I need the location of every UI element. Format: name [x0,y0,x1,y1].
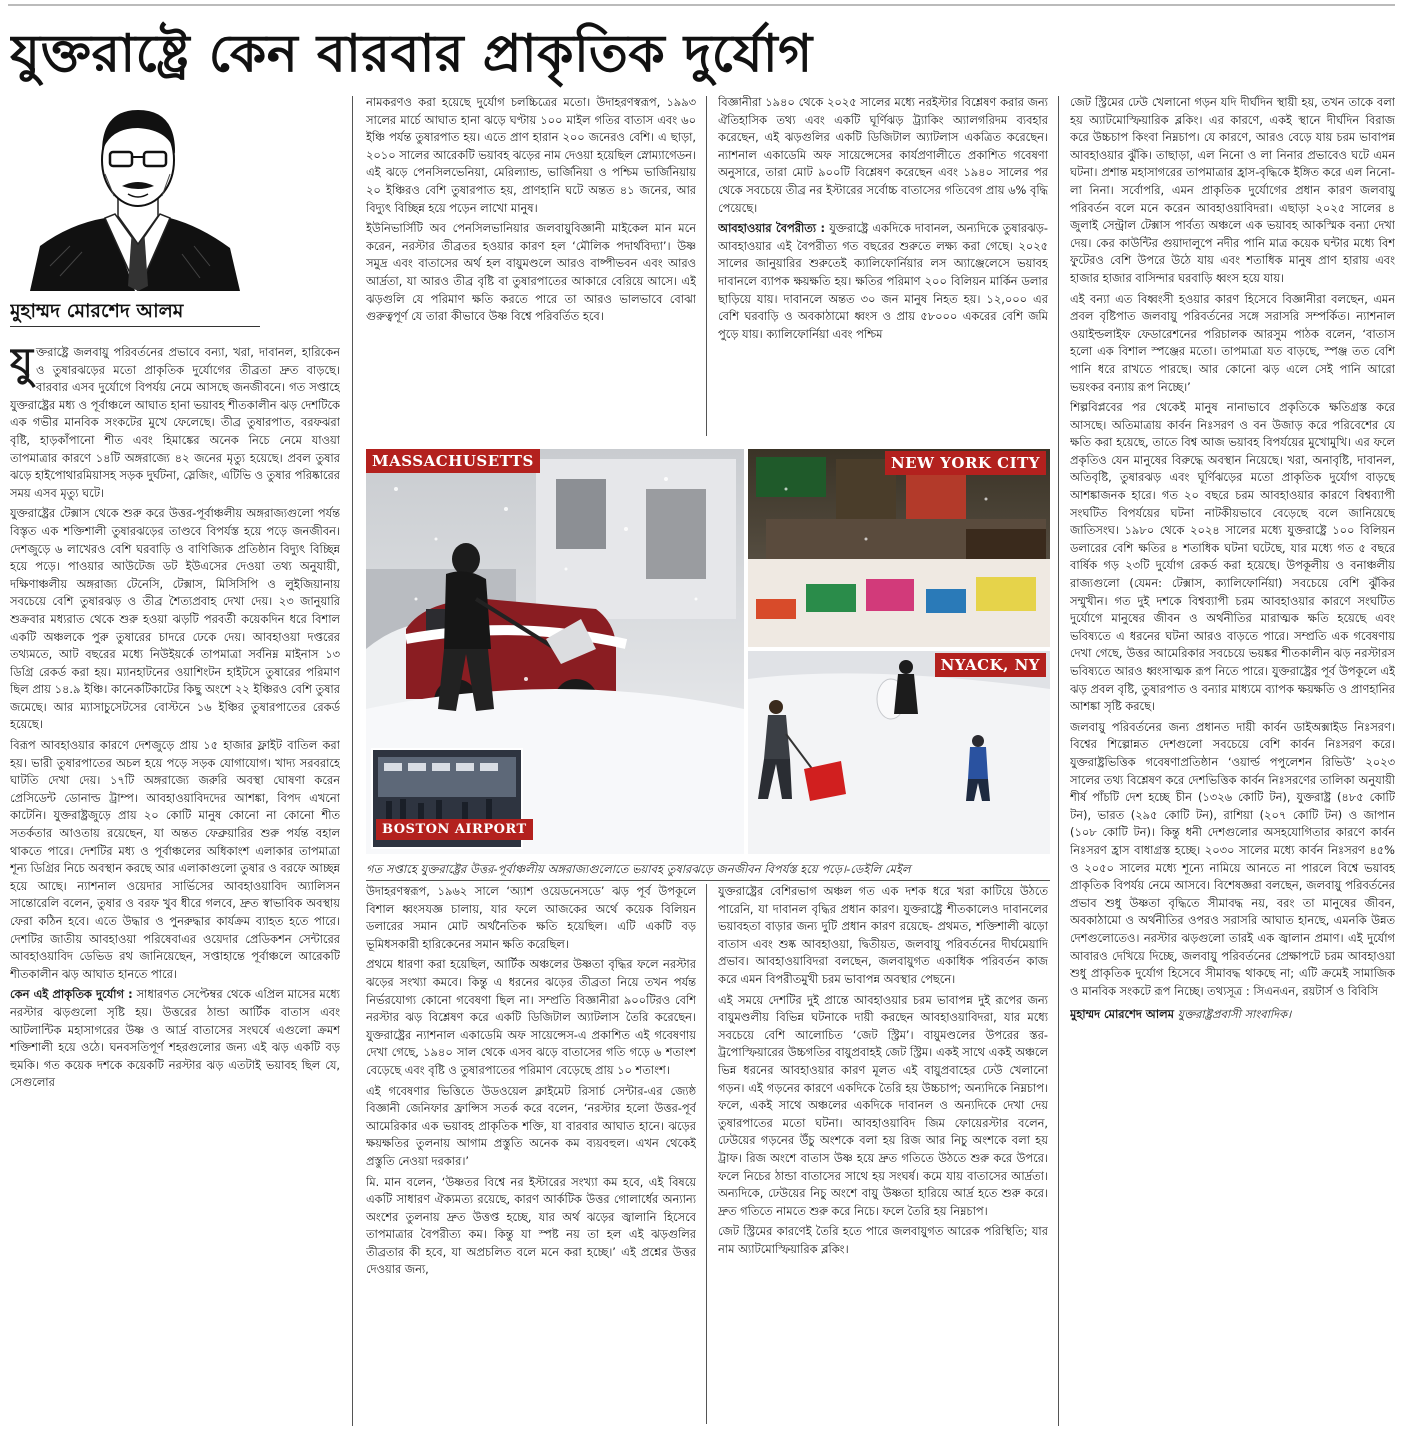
subheading: আবহাওয়ার বৈপরীত্য : [718,221,826,236]
signoff-name: মুহাম্মদ মোরশেদ আলম [1070,1007,1174,1022]
column-3-top [718,94,1048,440]
paragraph: যুক্তরাষ্ট্রের টেক্সাস থেকে শুরু করে উত্তর-পূর্বাঞ্চলীয় অঙ্গরাজ্যগুলো পর্যন্ত বিস্তৃত এক শক্তিশালী তুষারঝড়ের তাণ্ডবে বিপর্যস্ত হয়ে পড়ে জনজীবন। দেশজুড়ে ৬ লাখেরও বেশি ঘরবাড়ি ও বাণিজ্যিক প্রতিষ্ঠান বিদ্যুৎ বিচ্ছিন্ন হয়ে পড়ে। পাওয়ার আউটেজ ডট ইউএসের দেওয়া তথ্য অনুযায়ী, দক্ষিণাঞ্চলীয় অঙ্গরাজ্য টেনেসি, টেক্সাস, মিসিসিপি ও লুইজিয়ানায় সবচেয়ে বেশি তুষারঝড় ও তীব্র শৈত্যপ্রবাহ দেখা দেয়। ২৩ জানুয়ারি শুক্রবার মধ্যরাত থেকে শুরু হওয়া ঝড়টি পরবর্তী কয়েকদিন ধরে বিশাল একটি অঞ্চলকে পুরু তুষারের চাদরে ঢেকে দেয়। আবহাওয়া দপ্তরের তথ্যমতে, আট বছরের মধ্যে নিউইয়র্কে তাপমাত্রা সর্বনিম্ন মাইনাস ১৩ ডিগ্রি রেকর্ড করা হয়। ম্যানহাটনের ওয়াশিংটন হাইটসে তুষারের পরিমাণ ছিল প্রায় ১৪.৯ ইঞ্চি। কানেকটিকাটের কিছু অংশে ২২ ইঞ্চিরও বেশি তুষার জমেছে। আর ম্যাসাচুসেটসের বোস্টনে ১৬ ইঞ্চির তুষারপাতের রেকর্ড হয়েছে। [10,506,340,732]
photo-caption: গত সপ্তাহে যুক্তরাষ্ট্রের উত্তর-পূর্বাঞ্চলীয় অঙ্গরাজ্যগুলোতে ভয়াবহ তুষারঝড়ে জনজীবন বিপর্যস্ত হয়ে পড়ে।-ডেইলি মেইল [366,862,911,876]
label-new-york-city: NEW YORK CITY [885,451,1046,475]
column-2-bottom [366,883,696,1428]
column-divider [352,96,353,1426]
paragraph: ইউনিভার্সিটি অব পেনসিলভানিয়ার জলবায়ুবিজ্ঞানী মাইকেল মান মনে করেন, নরস্টার তীব্রতর হওয়ার কারণ হল ‘মৌলিক পদার্থবিদ্যা’। উষ্ণ সমুদ্র এবং বাতাসের অর্থ হল বায়ুমণ্ডলে আরও বাষ্পীভবন এবং আরও আর্দ্রতা, যা আরও তীব্র বৃষ্টি বা তুষারপাতের আকারে বেরিয়ে আসে। এই ঝড়গুলি যে পরিমাণ ক্ষতি করতে পারে তা আরও ভালভাবে বোঝা গুরুত্বপূর্ণ যে তারা কীভাবে উষ্ণ বিশ্বে পরিবর্তিত হবে। [366,221,696,324]
paragraph: জলবায়ু পরিবর্তনের জন্য প্রধানত দায়ী কার্বন ডাইঅক্সাইড নিঃসরণ। বিশ্বের শিল্পোন্নত দেশগুলো সবচেয়ে বেশি কার্বন নিঃসরণ করে। যুক্তরাষ্ট্রভিত্তিক গবেষণাপ্রতিষ্ঠান ‘ওয়ার্ল্ড পপুলেশন রিভিউ’ ২০২৩ সালের তথ্য বিশ্লেষণ করে দেশভিত্তিক কার্বন নিঃসরণের তালিকা অনুযায়ী শীর্ষ পাঁচটি দেশ হচ্ছে চীন (১৩২৬ কোটি টন), যুক্তরাষ্ট্র (৪৮৫ কোটি টন), ভারত (২৯৫ কোটি টন), রাশিয়া (২০৭ কোটি টন) ও জাপান (১০৮ কোটি টন)। কিন্তু ধনী দেশগুলোর অসহযোগিতার কারণে কার্বন নিঃসরণ হ্রাস বাধাগ্রস্ত হচ্ছে। ২০৩০ সালের মধ্যে কার্বন নিঃসরণ ৪৫% ও ২০৫০ সালের মধ্যে শূন্যে নামিয়ে আনতে না পারলে বিশ্বে ভয়াবহ প্রাকৃতিক বিপর্যয় নেমে আসবে। বিশেষজ্ঞরা বলছেন, জলবায়ু পরিবর্তনের প্রভাব শুধু উষ্ণতা বৃদ্ধিতে সীমাবদ্ধ নয়, বরং তা মানুষের জীবন, অবকাঠামো ও অর্থনীতির ওপরও সরাসরি আঘাত হানছে, এমনকি উন্নত দেশগুলোতেও। নরস্টার ঝড়গুলো তারই এক জ্বালান প্রমাণ। এই দুর্যোগ আবারও দেখিয়ে দিচ্ছে, জলবায়ু পরিবর্তনের প্রেক্ষাপটে চরম আবহাওয়া শুধু প্রাকৃতিক দুর্যোগ হিসেবে সীমাবদ্ধ থাকছে না; এটি ক্রমেই সামাজিক ও মানবিক সংকটে রূপ নিচ্ছে। তথ্যসূত্র : সিএনএন, রয়টার্স ও বিবিসি [1070,719,1395,998]
paragraph: বিজ্ঞানীরা ১৯৪০ থেকে ২০২৫ সালের মধ্যে নরইস্টার বিশ্লেষণ করার জন্য ঐতিহাসিক তথ্য এবং একটি ঘূর্ণিঝড় ট্র্যাকিং অ্যালগরিদম ব্যবহার করেছেন, এই ঝড়গুলির একটি ডিজিটাল অ্যাটলাস একত্রিত করেছেন। ন্যাশনাল একাডেমি অফ সায়েন্সেসের কার্যপ্রণালীতে প্রকাশিত গবেষণা অনুসারে, তারা মোট ৯০০টি বিশ্লেষণ করেছেন এবং ১৯৪০ সালের পর থেকে সবচেয়ে তীব্র নর ইস্টারের সর্বোচ্চ বাতাসের গতিবেগ প্রায় ৬% বৃদ্ধি পেয়েছে। [718,95,1048,215]
paragraph: জেট স্ট্রিমের ঢেউ খেলানো গড়ন যদি দীর্ঘদিন স্থায়ী হয়, তখন তাকে বলা হয় অ্যাটমোস্ফিয়ারিক ব্লকিং। এর কারণে, একই স্থানে দীর্ঘদিন বিরাজ করে উচ্চচাপ কিংবা নিম্নচাপ। যে কারণে, আরও বেড়ে যায় চরম ভাবাপন্ন আবহাওয়ার ঝুঁকি। তাছাড়া, এল নিনো ও লা নিনার প্রভাবেও ঘটে এমন ঘটনা। প্রশান্ত মহাসাগরের তাপমাত্রার হ্রাস-বৃদ্ধিকে ইঙ্গিত করে এল নিনো-লা নিনা। সর্বোপরি, এমন প্রাকৃতিক দুর্যোগের প্রধান কারণ জলবায়ু পরিবর্তন বলে মনে করেন আবহাওয়াবিদরা। এছাড়া ২০২৫ সালের ৪ জুলাই সেন্ট্রাল টেক্সাস পার্বত্য অঞ্চলে এক ভয়াবহ আকস্মিক বন্যা দেখা দেয়। কের কাউন্টির গুয়াদালুপে নদীর পানি মাত্র কয়েক ঘন্টার মধ্যে বিশ ফুটেরও বেশি উপরে উঠে যায় এবং শতাধিক মানুষ প্রাণ হারায় এবং হাজার হাজার বাসিন্দার ঘরবাড়ি ধ্বংস হয়ে যায়। [1070,95,1395,285]
column-1 [10,344,340,1424]
drop-cap: যু [10,344,34,386]
paragraph: জেট স্ট্রিমের কারণেই তৈরি হতে পারে জলবায়ুগত আরেক পরিস্থিতি; যার নাম অ্যাটমোস্ফিয়ারিক ব্লকিং। [718,1224,1048,1256]
subheading: কেন এই প্রাকৃতিক দুর্যোগ : [10,987,133,1002]
caption-rule [366,880,1050,881]
column-divider [706,884,707,1424]
column-divider [1058,96,1059,1426]
paragraph: কেন এই প্রাকৃতিক দুর্যোগ : সাধারণত সেপ্টেম্বর থেকে এপ্রিল মাসের মধ্যে নরস্টার ঝড়গুলো সৃষ্টি হয়। উত্তরের ঠান্ডা আর্টিক বাতাস এবং আটলান্টিক মহাসাগরের উষ্ণ ও আর্দ্র বাতাসের সংঘর্ষে এগুলো ক্রমশ শক্তিশালী হয়ে ওঠে। ঘনবসতিপূর্ণ শহরগুলোর জন্য এই ঝড় একটি বড় হুমকি। গত কয়েক দশকে কয়েকটি নরস্টার ঝড় এতটাই ভয়াবহ ছিল যে, সেগুলোর [10,987,340,1090]
paragraph: এই গবেষণার ভিত্তিতে উডওয়েল ক্লাইমেট রিসার্চ সেন্টার-এর জ্যেষ্ঠ বিজ্ঞানী জেনিফার ফ্রান্সিস সতর্ক করে বলেন, ‘নরস্টার হলো উত্তর-পূর্ব আমেরিকার এক ভয়াবহ প্রাকৃতিক শক্তি, যা বারবার আঘাত হানে। ঝড়ের ক্ষয়ক্ষতির তুলনায় আগাম প্রস্তুতি অনেক কম ব্যয়বহুল। এখন থেকেই প্রস্তুতি নেওয়া দরকার।’ [366,1083,696,1168]
headline: যুক্তরাষ্ট্রে কেন বারবার প্রাকৃতিক দুর্যোগ [10,24,813,84]
column-divider [706,96,707,436]
paragraph: এই সময়ে দেশটির দুই প্রান্তে আবহাওয়ার চরম ভাবাপন্ন দুই রূপের জন্য বায়ুমণ্ডলীয় বিভিন্ন ঘটনাকে দায়ী করছেন আবহাওয়াবিদরা, যার মধ্যে সবচেয়ে বেশি আলোচিত ‘জেট স্ট্রিম’। বায়ুমণ্ডলের উপরের স্তর- ট্রপোস্ফিয়ারের উচ্চগতির বায়ুপ্রবাহই জেট স্ট্রিম। একই সাথে একই অঞ্চলে ভিন্ন ধরনের আবহাওয়ার কারণ মূলত এই বায়ুপ্রবাহের ঢেউ খেলানো গড়ন। এই গড়নের কারণে একদিকে তৈরি হয় উচ্চচাপ; অন্যদিকে নিম্নচাপ। ফলে, একই সাথে অঞ্চলের একদিকে দাবানল ও অন্যদিকে দেখা দেয় তুষারপাতের মতো ঘটনা। আবহাওয়াবিদ জিম ফোয়েরস্টার বলেন, ঢেউয়ের গড়নের উঁচু অংশকে বলা হয় রিজ আর নিচু অংশকে বলা হয় ট্রাফ। রিজ অংশে বাতাস উষ্ণ হয়ে দ্রুত গতিতে উঠতে শুরু করে উপরে। ফলে নিচের ঠান্ডা বাতাসের সাথে হয় সংঘর্ষ। কমে যায় বাতাসের আর্দ্রতা। অন্যদিকে, ঢেউয়ের নিচু অংশে বায়ু উষ্ণতা হারিয়ে আর্দ্র হতে শুরু করে। দ্রুত গতিতে নামতে শুরু করে নিচে। ফলে তৈরি হয় নিম্নচাপ। [718,992,1048,1218]
label-massachusetts: MASSACHUSETTS [366,449,540,473]
label-boston-airport: BOSTON AIRPORT [376,819,533,840]
label-nyack: NYACK, NY [935,653,1046,677]
paragraph: শিল্পবিপ্লবের পর থেকেই মানুষ নানাভাবে প্রকৃতিকে ক্ষতিগ্রস্ত করে আসছে। অতিমাত্রায় কার্বন নিঃসরণ ও বন উজাড় করে পরিবেশের যে ক্ষতি করা হয়েছে, তাতে বিশ্ব আজ ভয়াবহ বিপর্যয়ের মুখোমুখি। এর ফলে প্রকৃতিও যেন মানুষের বিরুদ্ধে অবস্থান নিয়েছে। খরা, অনাবৃষ্টি, দাবানল, অতিবৃষ্টি, তুষারঝড় এবং ঘূর্ণিঝড়ের মতো প্রাকৃতিক দুর্যোগ বাড়ছে আশঙ্কাজনক হারে। গত ২০ বছরে চরম আবহাওয়ার কারণে বিশ্বব্যাপী সংঘটিত বিপর্যয়ের ঘটনা নাটকীয়ভাবে বেড়েছে বলে জানিয়েছে জাতিসংঘ। ১৯৮০ থেকে ২০২৪ সালের মধ্যে যুক্তরাষ্ট্রে ১০০ বিলিয়ন ডলারের বেশি ক্ষতির ৪ শতাধিক ঘটনা ঘটেছে, যার মধ্যে গত ৫ বছরে বার্ষিক গড় ২৩টি দুর্যোগ রেকর্ড করা হয়েছে। উপকূলীয় ও বনাঞ্চলীয় রাজ্যগুলো (যেমন: টেক্সাস, ক্যালিফোর্নিয়া) সবচেয়ে বেশি ঝুঁকির সম্মুখীন। গত দুই দশকে বিশ্বব্যাপী চরম আবহাওয়ার কারণে সংঘটিত দুর্যোগে মানুষের জীবন ও অর্থনীতির মারাত্মক ক্ষতি হয়েছে এবং ভবিষ্যতে এ ধরনের ঘটনা আরও বাড়তে পারে। সম্প্রতি এক গবেষণায় দেখা গেছে, উত্তর আমেরিকার সবচেয়ে ভয়ঙ্কর শীতকালীন ঝড় নরস্টারস ভবিষ্যতে আরও ধ্বংসাত্মক রূপ নিতে পারে। যুক্তরাষ্ট্রের পূর্ব উপকূলে এই ঝড় প্রবল বৃষ্টি, তুষারপাত ও বন্যার মাধ্যমে ব্যাপক ক্ষয়ক্ষতি ও প্রাণহানির আশঙ্কা সৃষ্টি করছে। [1070,400,1395,714]
author-signoff [1070,1006,1395,1024]
signoff-role: যুক্তরাষ্ট্রপ্রবাসী সাংবাদিক। [1173,1007,1292,1022]
paragraph: বিরূপ আবহাওয়ার কারণে দেশজুড়ে প্রায় ১৫ হাজার ফ্লাইট বাতিল করা হয়। ভারী তুষারপাতের অচল হয়ে পড়ে সড়ক যোগাযোগ। খাদ্য সরবরাহে ঘাটতি দেখা দেয়। ১৭টি অঙ্গরাজ্যে জরুরি অবস্থা ঘোষণা করেন প্রেসিডেন্ট ডোনাল্ড ট্রাম্প। আবহাওয়াবিদদের আশঙ্কা, বিপদ এখনো কাটেনি। যুক্তরাষ্ট্রজুড়ে প্রায় ২০ কোটি মানুষ কোনো না কোনো শীত সতর্কতার আওতায় রয়েছেন, যা অন্তত ফেব্রুয়ারির শুরু পর্যন্ত বহাল থাকতে পারে। দেশটির মধ্য ও পূর্বাঞ্চলের অধিকাংশ এলাকার তাপমাত্রা শূন্য ডিগ্রির নিচে অবস্থান করছে আর এলাকাগুলো তুষার ও বরফে আচ্ছন্ন হয়ে আছে। ন্যাশনাল ওয়েদার সার্ভিসের আবহাওয়াবিদ অ্যালিসন সান্তোরেলি বলেন, তুষার ও বরফ খুব ধীরে গলবে, দ্রুত স্বাভাবিক অবস্থায় ফেরা কঠিন হবে। এতে উদ্ধার ও পুনরুদ্ধার কার্যক্রম ব্যাহত হতে পারে। দেশটির জাতীয় আবহাওয়া পরিষেবাএর ওয়েদার প্রেডিকশন সেন্টারের আবহাওয়াবিদ ডেভিড রথ জানিয়েছেন, সপ্তাহান্তে পূর্বাঞ্চলে আরেকটি শীতকালীন ঝড় আঘাত হানতে পারে। [10,738,340,981]
top-border [8,4,1395,6]
paragraph: নামকরণও করা হয়েছে দুর্যোগ চলচ্চিত্রের মতো। উদাহরণস্বরূপ, ১৯৯৩ সালের মার্চে আঘাত হানা ঝড়ে ঘণ্টায় ১০০ মাইল গতির বাতাস এবং ৬০ ইঞ্চি পর্যন্ত তুষারপাত হয়। এতে প্রাণ হারান ২০০ জনেরও বেশি। এ ছাড়া, ২০১০ সালের আরেকটি ভয়াবহ ঝড়ের নাম দেওয়া হয়েছিল স্নোম্যাগেডন। এই ঝড়ে পেনসিলভেনিয়া, মেরিল্যান্ড, ভার্জিনিয়া ও পশ্চিম ভার্জিনিয়ায় ২০ ইঞ্চিরও বেশি তুষারপাত হয়, প্রাণহানি ঘটে অন্তত ৪১ জনের, আর বিদ্যুৎ বিচ্ছিন্ন হয়ে পড়েন লাখো মানুষ। [366,95,696,215]
author-byline: মুহাম্মদ মোরশেদ আলম [10,296,260,327]
paragraph: আবহাওয়ার বৈপরীত্য : যুক্তরাষ্ট্রে একদিকে দাবানল, অন্যদিকে তুষারঝড়- আবহাওয়ার এই বৈপরীত্য গত বছরের শুরুতে লক্ষ্য করা গেছে। ২০২৫ সালের জানুয়ারির শুরুতেই ক্যালিফোর্নিয়ার লস অ্যাঞ্জেলেসে ভয়াবহ দাবানলে ব্যাপক ক্ষয়ক্ষতি হয়। ক্ষতির পরিমাণ ২০০ বিলিয়ন মার্কিন ডলার ছাড়িয়ে যায়। দাবানলে অন্তত ৩০ জন মানুষ নিহত হয়। ১২,০০০ এর বেশি ঘরবাড়ি ও অবকাঠামো ধ্বংস ও প্রায় ৫৮০০০ একরের বেশি জমি পুড়ে যায়। ক্যালিফোর্নিয়া এবং পশ্চিম [718,221,1048,341]
photo-collage [366,449,1050,854]
paragraph: উদাহরণস্বরূপ, ১৯৬২ সালে ‘অ্যাশ ওয়েডনেসডে’ ঝড় পূর্ব উপকূলে বিশাল ধ্বংসযজ্ঞ চালায়, যার ফলে আজকের অর্থে কয়েক বিলিয়ন ডলারের সমান মোট অর্থনৈতিক ক্ষতি হয়েছিল। এটি একটি বড় ভূমিধসকারী হারিকেনের সমান ক্ষতি করেছিল। [366,884,696,951]
paragraph: এই বন্যা এত বিধ্বংসী হওয়ার কারণ হিসেবে বিজ্ঞানীরা বলছেন, এমন প্রবল বৃষ্টিপাত জলবায়ু পরিবর্তনের সঙ্গে সরাসরি সম্পর্কিত। ন্যাশনাল ওয়াইল্ডলাইফ ফেডারেশনের পরিচালক আরসুম পাঠক বলেন, ‘বাতাস হলো এক বিশাল স্পঞ্জের মতো। তাপমাত্রা যত বাড়ছে, স্পঞ্জ তত বেশি পানি ধরে রাখতে পারছে। আর কোনো ঝড় এলে সেই পানি আরো ভয়ংকর বন্যায় রূপ নিচ্ছে।’ [1070,291,1395,394]
paragraph: মি. মান বলেন, ‘উষ্ণতর বিশ্বে নর ইস্টারের সংখ্যা কম হবে, এই বিষয়ে একটি সাধারণ ঐক্যমত্য রয়েছে, কারণ আর্কটিক উত্তর গোলার্ধের অন্যান্য অংশের তুলনায় দ্রুত উত্তপ্ত হচ্ছে, যার অর্থ ঝড়ের জ্বালানি হিসেবে তাপমাত্রার বৈপরীত্য কম। কিন্তু যা স্পষ্ট নয় তা হল এই ঝড়গুলির তীব্রতার কী হবে, যা অপ্রচলিত বলে মনে করা হচ্ছে।’ এই প্রশ্নের উত্তর দেওয়ার জন্য, [366,1174,696,1277]
lead-paragraph: যুক্তরাষ্ট্রে জলবায়ু পরিবর্তনের প্রভাবে বন্যা, খরা, দাবানল, হারিকেন ও তুষারঝড়ের মতো প্রাকৃতিক দুর্যোগের তীব্রতা দ্রুত বাড়ছে। বারবার এসব দুর্যোগে বিপর্যয় নেমে আসছে জনজীবনে। গত সপ্তাহে যুক্তরাষ্ট্রের মধ্য ও পূর্বাঞ্চলে আঘাত হানা ভয়াবহ শীতকালীন ঝড় দেশটিকে এক গভীর মানবিক সংকটের মুখে ফেলেছে। তীব্র তুষারপাত, বরফঝরা বৃষ্টি, হাড়কাঁপানো শীত এবং হিমাঙ্কের অনেক নিচে নেমে যাওয়া তাপমাত্রার কারণে ১৪টি অঙ্গরাজ্যে ৪২ জনের মৃত্যু হয়েছে। প্রবল তুষার ঝড়ে হাইপোথারমিয়াসহ সড়ক দুর্ঘটনা, স্লেজিং, এটিভি ও তুষার পরিষ্কারের সময় এসব মৃত্যু ঘটে। [10,344,340,500]
paragraph: যুক্তরাষ্ট্রের বেশিরভাগ অঞ্চল গত এক দশক ধরে খরা কাটিয়ে উঠতে পারেনি, যা দাবানল বৃদ্ধির প্রধান কারণ। যুক্তরাষ্ট্রে শীতকালেও দাবানলের ভয়াবহতা বাড়ার জন্য দুটি প্রধান কারণ রয়েছে- প্রথমত, শক্তিশালী ঝড়ো বাতাস এবং শুষ্ক আবহাওয়া, দ্বিতীয়ত, জলবায়ু পরিবর্তনের দীর্ঘমেয়াদি প্রভাব। আবহাওয়াবিদরা বলছেন, জলবায়ুগত একাধিক পরিবর্তন কাজ করে এমন বিপরীতমুখী চরম ভাবাপন্ন অবস্থার পেছনে। [718,884,1048,986]
paragraph: প্রথমে ধারণা করা হয়েছিল, আর্টিক অঞ্চলের উষ্ণতা বৃদ্ধির ফলে নরস্টার ঝড়ের সংখ্যা কমবে। কিন্তু এ ধরনের ঝড়ের তীব্রতা নিয়ে তখন পর্যন্ত নির্ভরযোগ্য কোনো গবেষণা ছিল না। সম্প্রতি বিজ্ঞানীরা ৯০০টিরও বেশি নরস্টার ঝড় বিশ্লেষণ করে একটি ডিজিটাল অ্যাটলাস তৈরি করেছেন। যুক্তরাষ্ট্রের ন্যাশনাল একাডেমি অফ সায়েন্সেস-এ প্রকাশিত এই গবেষণায় দেখা গেছে, ১৯৪০ সাল থেকে এসব ঝড়ে বাতাসের গতি গড়ে ৬ শতাংশ বেড়েছে এবং বৃষ্টি ও তুষারপাতের পরিমাণ বেড়েছে প্রায় ১০ শতাংশ। [366,957,696,1077]
author-portrait-sketch-icon [10,96,260,291]
column-4 [1070,94,1395,1428]
column-3-bottom [718,883,1048,1428]
column-2-top [366,94,696,440]
